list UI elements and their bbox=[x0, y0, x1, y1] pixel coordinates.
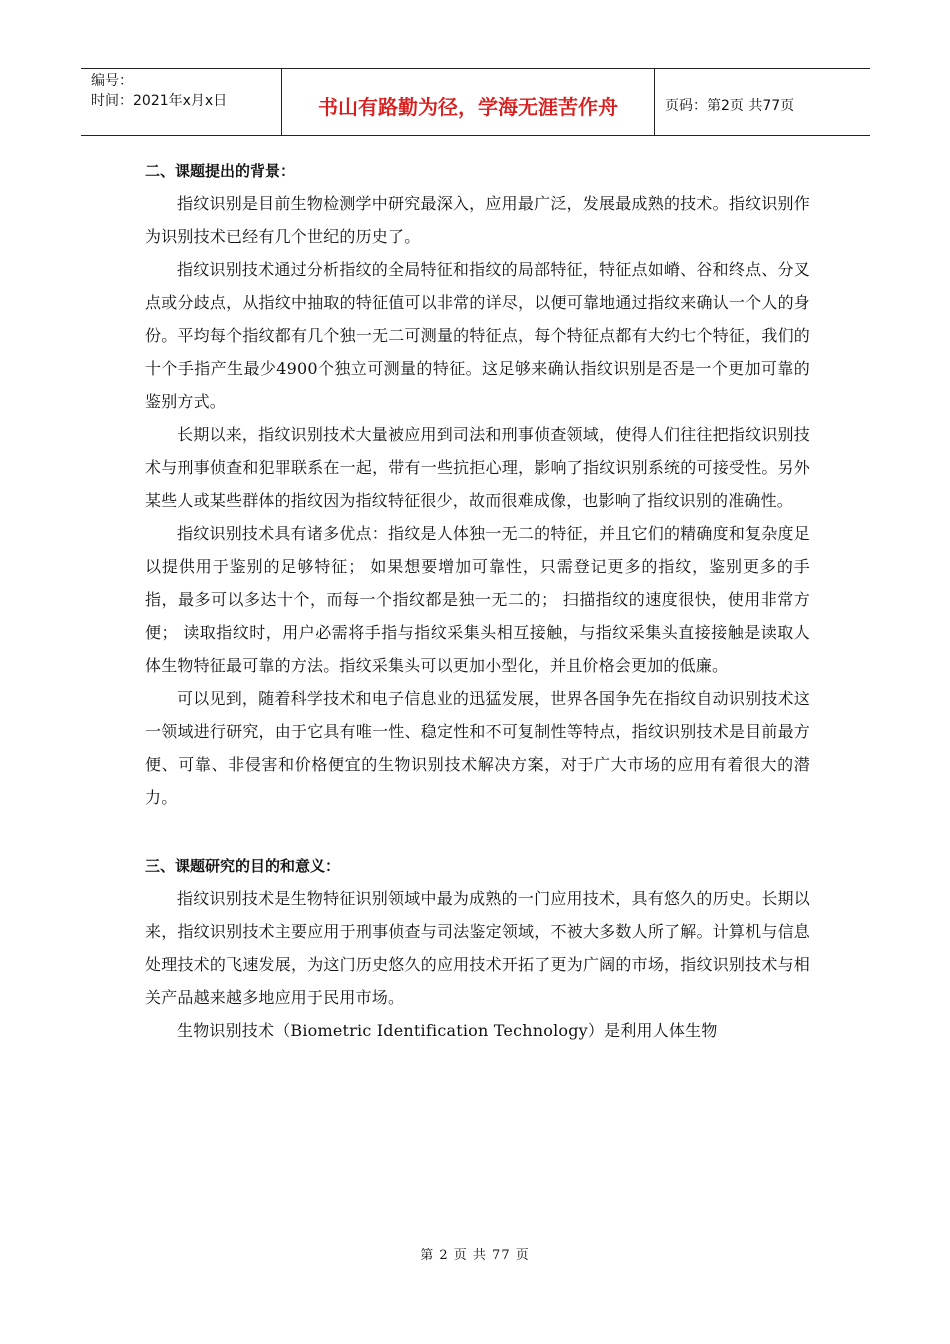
header-page-info: 页码：第2页 共77页 bbox=[665, 98, 795, 114]
page-footer: 第 2 页 共 77 页 bbox=[420, 1248, 530, 1263]
section-background bbox=[145, 155, 810, 814]
paragraph: 指纹识别是目前生物检测学中研究最深入，应用最广泛，发展最成熟的技术。指纹识别作为识别技术已经有几个世纪的历史了。 bbox=[145, 194, 810, 246]
page-header bbox=[81, 68, 870, 136]
header-meta-cell bbox=[81, 69, 282, 135]
section-spacer bbox=[145, 814, 810, 850]
paragraph: 指纹识别技术具有诸多优点：指纹是人体独一无二的特征，并且它们的精确度和复杂度足以提供用于鉴别的足够特征； 如果想要增加可靠性，只需登记更多的指纹，鉴别更多的手指，最多可以多达十个，而每一个指纹都是独一无二的； 扫描指纹的速度很快，使用非常方便； 读取指纹时，用户必需将手指与指纹采集头相互接触，与指纹采集头直接接触是读取人体生物特征最可靠的方法。指纹采集头可以更加小型化，并且价格会更加的低廉。 bbox=[145, 524, 810, 675]
paragraph: 可以见到，随着科学技术和电子信息业的迅猛发展，世界各国争先在指纹自动识别技术这一领域进行研究，由于它具有唯一性、稳定性和不可复制性等特点，指纹识别技术是目前最方便、可靠、非侵害和价格便宜的生物识别技术解决方案，对于广大市场的应用有着很大的潜力。 bbox=[145, 689, 810, 807]
paragraph: 指纹识别技术通过分析指纹的全局特征和指纹的局部特征，特征点如嵴、谷和终点、分叉点或分歧点，从指纹中抽取的特征值可以非常的详尽，以便可靠地通过指纹来确认一个人的身份。平均每个指纹都有几个独一无二可测量的特征点，每个特征点都有大约七个特征，我们的十个手指产生最少4900个独立可测量的特征。这足够来确认指纹识别是否是一个更加可靠的鉴别方式。 bbox=[145, 260, 810, 411]
paragraph: 生物识别技术（Biometric Identification Technology）是利用人体生物 bbox=[177, 1021, 718, 1040]
section-title: 二、课题提出的背景： bbox=[145, 162, 296, 180]
document-body bbox=[145, 155, 810, 1047]
section-purpose bbox=[145, 850, 810, 1047]
paragraph: 长期以来，指纹识别技术大量被应用到司法和刑事侦查领域，使得人们往往把指纹识别技术与刑事侦查和犯罪联系在一起，带有一些抗拒心理，影响了指纹识别系统的可接受性。另外某些人或某些群体的指纹因为指纹特征很少，故而很难成像，也影响了指纹识别的准确性。 bbox=[145, 425, 810, 510]
section-title: 三、课题研究的目的和意义： bbox=[145, 857, 341, 875]
document-date-label: 时间：2021年x月x日 bbox=[91, 93, 228, 109]
paragraph: 指纹识别技术是生物特征识别领域中最为成熟的一门应用技术，具有悠久的历史。长期以来，指纹识别技术主要应用于刑事侦查与司法鉴定领域，不被大多数人所了解。计算机与信息处理技术的飞速发展，为这门历史悠久的应用技术开拓了更为广阔的市场，指纹识别技术与相关产品越来越多地应用于民用市场。 bbox=[145, 889, 810, 1007]
document-code-label: 编号： bbox=[91, 73, 133, 89]
header-motto: 书山有路勤为径，学海无涯苦作舟 bbox=[282, 69, 655, 135]
